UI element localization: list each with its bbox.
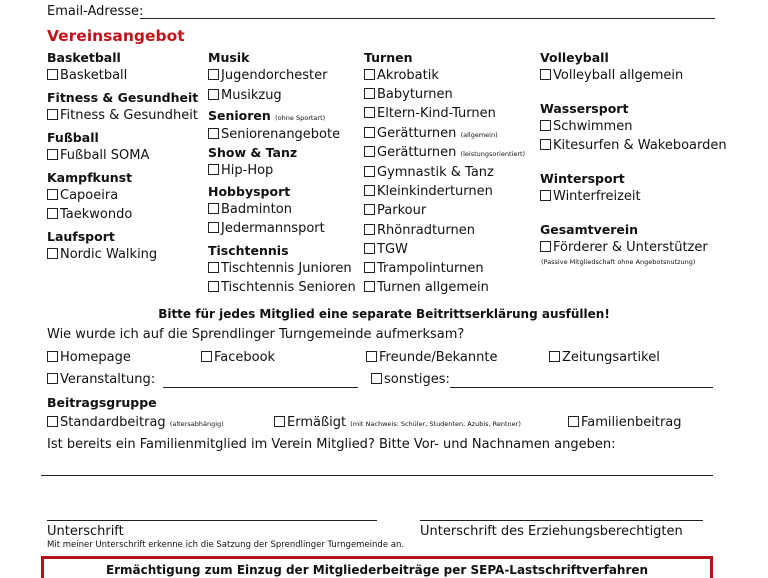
checkbox-freunde[interactable]: Freunde/Bekannte — [366, 350, 497, 365]
senioren-note: (ohne Sportart) — [275, 114, 326, 122]
checkbox-icon — [47, 248, 58, 259]
checkbox-icon — [364, 281, 375, 292]
checkbox-rhoenradturnen[interactable]: Rhönradturnen — [364, 223, 475, 238]
checkbox-icon — [47, 69, 58, 80]
checkbox-icon — [568, 416, 579, 427]
signature-line[interactable] — [47, 520, 377, 521]
checkbox-ermaessigt[interactable]: Ermäßigt (mit Nachweis: Schüler, Studenten, Azubis, Rentner) — [274, 415, 521, 430]
email-field[interactable] — [140, 18, 715, 19]
checkbox-icon — [208, 222, 219, 233]
checkbox-jedermannsport[interactable]: Jedermannsport — [208, 221, 325, 236]
checkbox-fussball[interactable]: Fußball SOMA — [47, 148, 149, 163]
checkbox-akrobatik[interactable]: Akrobatik — [364, 68, 439, 83]
checkbox-icon — [208, 164, 219, 175]
checkbox-taekwondo[interactable]: Taekwondo — [47, 207, 132, 222]
checkbox-icon — [208, 128, 219, 139]
heading-basketball: Basketball — [47, 50, 121, 65]
checkbox-icon — [364, 88, 375, 99]
checkbox-babyturnen[interactable]: Babyturnen — [364, 87, 453, 102]
checkbox-icon — [364, 69, 375, 80]
checkbox-icon — [47, 208, 58, 219]
checkbox-gymnastik-tanz[interactable]: Gymnastik & Tanz — [364, 165, 494, 180]
signature-label: Unterschrift — [47, 524, 124, 539]
checkbox-icon — [540, 120, 551, 131]
checkbox-icon — [540, 139, 551, 150]
checkbox-icon — [208, 262, 219, 273]
checkbox-icon — [540, 190, 551, 201]
checkbox-winterfreizeit[interactable]: Winterfreizeit — [540, 189, 641, 204]
checkbox-icon — [366, 351, 377, 362]
checkbox-icon — [274, 416, 285, 427]
heading-tischtennis: Tischtennis — [208, 243, 289, 258]
checkbox-musikzug[interactable]: Musikzug — [208, 88, 282, 103]
satzung-note: Mit meiner Unterschrift erkenne ich die Satzung der Sprendlinger Turngemeinde an. — [47, 540, 405, 550]
checkbox-icon — [540, 69, 551, 80]
checkbox-icon — [47, 149, 58, 160]
veranstaltung-field[interactable] — [163, 387, 358, 388]
checkbox-foerderer[interactable]: Förderer & Unterstützer — [540, 240, 708, 255]
checkbox-capoeira[interactable]: Capoeira — [47, 188, 118, 203]
sepa-banner: Ermächtigung zum Einzug der Mitgliederbeiträge per SEPA-Lastschriftverfahren — [41, 556, 713, 578]
checkbox-icon — [47, 373, 58, 384]
checkbox-homepage[interactable]: Homepage — [47, 350, 131, 365]
checkbox-jugendorchester[interactable]: Jugendorchester — [208, 68, 327, 83]
heading-volleyball: Volleyball — [540, 50, 609, 65]
checkbox-icon — [364, 166, 375, 177]
heading-fussball: Fußball — [47, 130, 99, 145]
checkbox-icon — [47, 351, 58, 362]
checkbox-trampolinturnen[interactable]: Trampolinturnen — [364, 261, 484, 276]
checkbox-nordic-walking[interactable]: Nordic Walking — [47, 247, 157, 262]
checkbox-turnen-allgemein[interactable]: Turnen allgemein — [364, 280, 489, 295]
section-title: Vereinsangebot — [47, 27, 185, 45]
checkbox-geraetturnen-allgemein[interactable]: Gerätturnen (allgemein) — [364, 126, 498, 141]
email-label: Email-Adresse: — [47, 4, 144, 19]
checkbox-icon — [208, 281, 219, 292]
heading-senioren: Senioren (ohne Sportart) — [208, 108, 326, 123]
heading-beitragsgruppe: Beitragsgruppe — [47, 395, 157, 410]
checkbox-badminton[interactable]: Badminton — [208, 202, 292, 217]
heading-turnen: Turnen — [364, 50, 413, 65]
checkbox-tgw[interactable]: TGW — [364, 242, 408, 257]
checkbox-tischtennis-junioren[interactable]: Tischtennis Junioren — [208, 261, 352, 276]
notice-text: Bitte für jedes Mitglied eine separate Beitrittserklärung ausfüllen! — [158, 307, 610, 321]
checkbox-tischtennis-senioren[interactable]: Tischtennis Senioren — [208, 280, 356, 295]
checkbox-zeitungsartikel[interactable]: Zeitungsartikel — [549, 350, 660, 365]
checkbox-volleyball-allgemein[interactable]: Volleyball allgemein — [540, 68, 683, 83]
checkbox-veranstaltung[interactable]: Veranstaltung: — [47, 372, 155, 387]
checkbox-icon — [364, 185, 375, 196]
checkbox-icon — [364, 243, 375, 254]
checkbox-hip-hop[interactable]: Hip-Hop — [208, 163, 273, 178]
checkbox-icon — [364, 224, 375, 235]
checkbox-icon — [540, 241, 551, 252]
heading-show-tanz: Show & Tanz — [208, 145, 298, 160]
checkbox-icon — [201, 351, 212, 362]
gesamtverein-note: (Passive Mitgliedschaft ohne Angebotsnutzung) — [541, 258, 696, 266]
heading-hobbysport: Hobbysport — [208, 184, 291, 199]
checkbox-parkour[interactable]: Parkour — [364, 203, 426, 218]
checkbox-icon — [364, 204, 375, 215]
checkbox-icon — [371, 373, 382, 384]
checkbox-icon — [364, 262, 375, 273]
checkbox-familienbeitrag[interactable]: Familienbeitrag — [568, 415, 682, 430]
sonstiges-field[interactable] — [450, 387, 713, 388]
checkbox-eltern-kind-turnen[interactable]: Eltern-Kind-Turnen — [364, 106, 496, 121]
checkbox-icon — [208, 89, 219, 100]
checkbox-facebook[interactable]: Facebook — [201, 350, 275, 365]
checkbox-schwimmen[interactable]: Schwimmen — [540, 119, 632, 134]
checkbox-icon — [549, 351, 560, 362]
source-question: Wie wurde ich auf die Sprendlinger Turngemeinde aufmerksam? — [47, 327, 465, 342]
checkbox-icon — [47, 416, 58, 427]
heading-kampfkunst: Kampfkunst — [47, 170, 133, 185]
heading-laufsport: Laufsport — [47, 229, 115, 244]
checkbox-kitesurfen[interactable]: Kitesurfen & Wakeboarden — [540, 138, 727, 153]
heading-wassersport: Wassersport — [540, 101, 629, 116]
checkbox-geraetturnen-leistung[interactable]: Gerätturnen (leistungsorientiert) — [364, 145, 525, 160]
heading-fitness: Fitness & Gesundheit — [47, 90, 199, 105]
checkbox-icon — [47, 189, 58, 200]
checkbox-icon — [364, 107, 375, 118]
checkbox-icon — [47, 109, 58, 120]
guardian-signature-line[interactable] — [420, 520, 703, 521]
checkbox-kleinkinderturnen[interactable]: Kleinkinderturnen — [364, 184, 493, 199]
family-member-field[interactable] — [41, 475, 713, 476]
heading-musik: Musik — [208, 50, 250, 65]
family-question: Ist bereits ein Familienmitglied im Verein Mitglied? Bitte Vor- und Nachnamen angeben: — [47, 437, 616, 452]
checkbox-icon — [364, 146, 375, 157]
checkbox-fitness[interactable]: Fitness & Gesundheit — [47, 108, 198, 123]
guardian-signature-label: Unterschrift des Erziehungsberechtigten — [420, 524, 683, 539]
checkbox-icon — [364, 127, 375, 138]
checkbox-icon — [208, 69, 219, 80]
checkbox-basketball[interactable]: Basketball — [47, 68, 127, 83]
heading-gesamtverein: Gesamtverein — [540, 222, 639, 237]
checkbox-sonstiges[interactable]: sonstiges: — [371, 372, 450, 387]
checkbox-standardbeitrag[interactable]: Standardbeitrag (altersabhängig) — [47, 415, 224, 430]
checkbox-icon — [208, 203, 219, 214]
heading-wintersport: Wintersport — [540, 171, 625, 186]
checkbox-seniorenangebote[interactable]: Seniorenangebote — [208, 127, 340, 142]
